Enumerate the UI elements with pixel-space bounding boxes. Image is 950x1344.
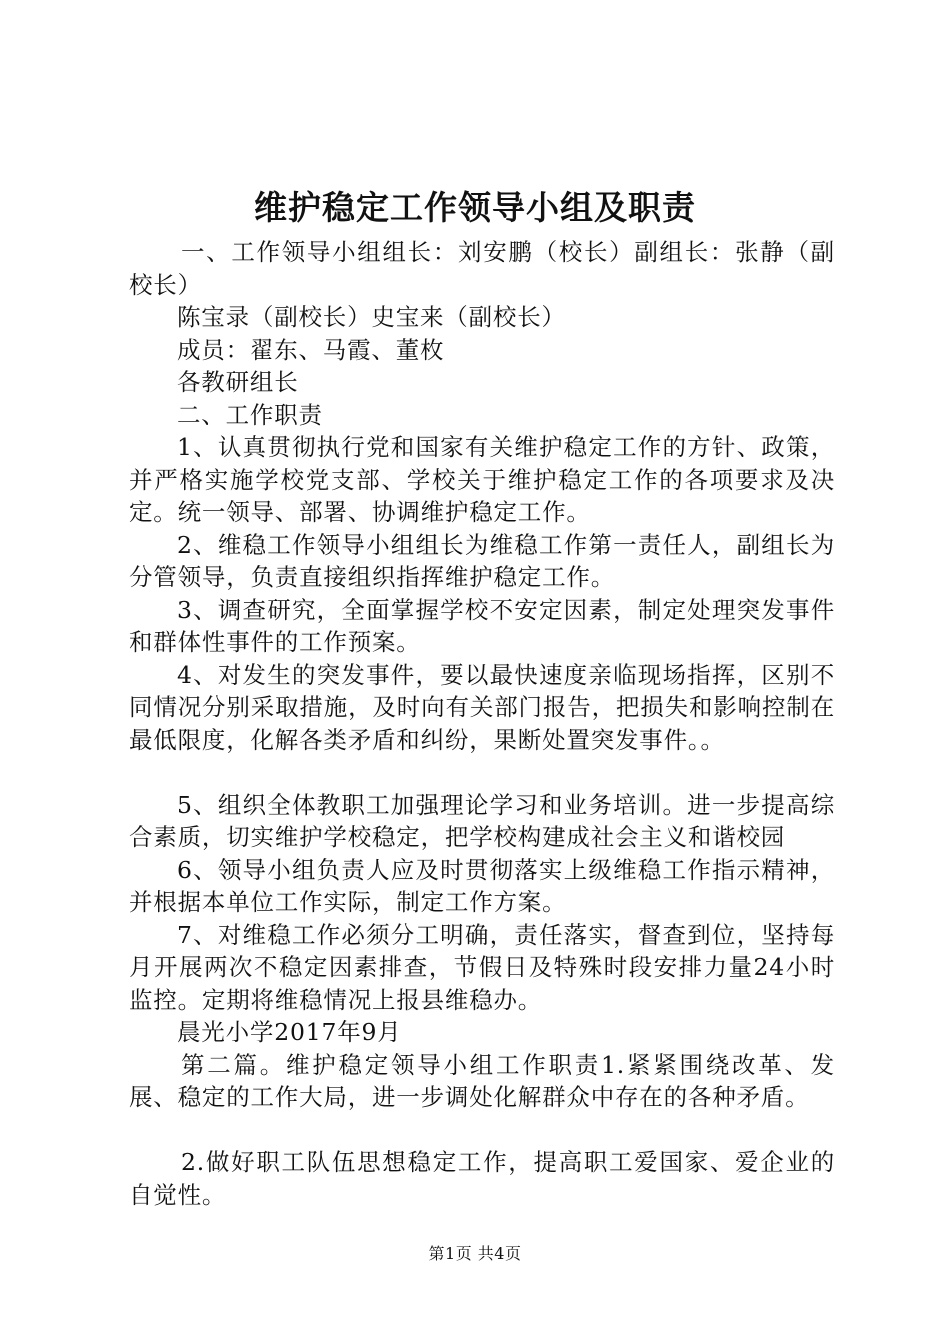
duty-item-4: 4、对发生的突发事件，要以最快速度亲临现场指挥，区别不同情况分别采取措施，及时向有关部门报告，把损失和影响控制在最低限度，化解各类矛盾和纠纷，果断处置突发事件。。 — [129, 660, 835, 754]
paragraph-leadership-group: 一、工作领导小组组长：刘安鹏（校长）副组长：张静（副校长） — [129, 238, 835, 299]
paragraph-spacer — [129, 1114, 835, 1147]
paragraph-members: 成员：翟东、马霞、董枚 — [177, 335, 445, 364]
duty-item-1: 1、认真贯彻执行党和国家有关维护稳定工作的方针、政策，并严格实施学校党支部、学校关于维护稳定工作的各项要求及决定。统一领导、部署、协调维护稳定工作。 — [129, 433, 835, 526]
duty-item-7: 7、对维稳工作必须分工明确，责任落实，督查到位，坚持每月开展两次不稳定因素排查，节假日及特殊时段安排力量24小时监控。定期将维稳情况上报县维稳办。 — [129, 920, 835, 1014]
duty-item-5: 5、组织全体教职工加强理论学习和业务培训。进一步提高综合素质，切实维护学校稳定，把学校构建成社会主义和谐校园 — [129, 790, 835, 851]
duty-item-2: 2、维稳工作领导小组组长为维稳工作第一责任人，副组长为分管领导，负责直接组织指挥维护稳定工作。 — [129, 530, 835, 591]
section-heading-duties: 二、工作职责 — [177, 400, 323, 429]
paragraph-research-leaders: 各教研组长 — [177, 368, 299, 396]
document-body — [129, 236, 835, 1211]
document-title: 维护稳定工作领导小组及职责 — [254, 188, 696, 227]
duty-item-3: 3、调查研究，全面掌握学校不安定因素，制定处理突发事件和群体性事件的工作预案。 — [129, 595, 835, 656]
signature-date: 晨光小学2017年9月 — [177, 1018, 402, 1046]
second-article-intro: 第二篇。维护稳定领导小组工作职责1.紧紧围绕改革、发展、稳定的工作大局，进一步调处化解群众中存在的各种矛盾。 — [129, 1050, 835, 1111]
paragraph-deputy-leaders: 陈宝录（副校长）史宝来（副校长） — [177, 303, 566, 331]
paragraph-spacer — [129, 756, 835, 789]
page-number-footer: 第1页 共4页 — [428, 1244, 522, 1263]
duty-item-6: 6、领导小组负责人应及时贯彻落实上级维稳工作指示精神，并根据本单位工作实际，制定工作方案。 — [129, 855, 835, 916]
second-article-item-2: 2.做好职工队伍思想稳定工作，提高职工爱国家、爱企业的自觉性。 — [129, 1148, 835, 1209]
